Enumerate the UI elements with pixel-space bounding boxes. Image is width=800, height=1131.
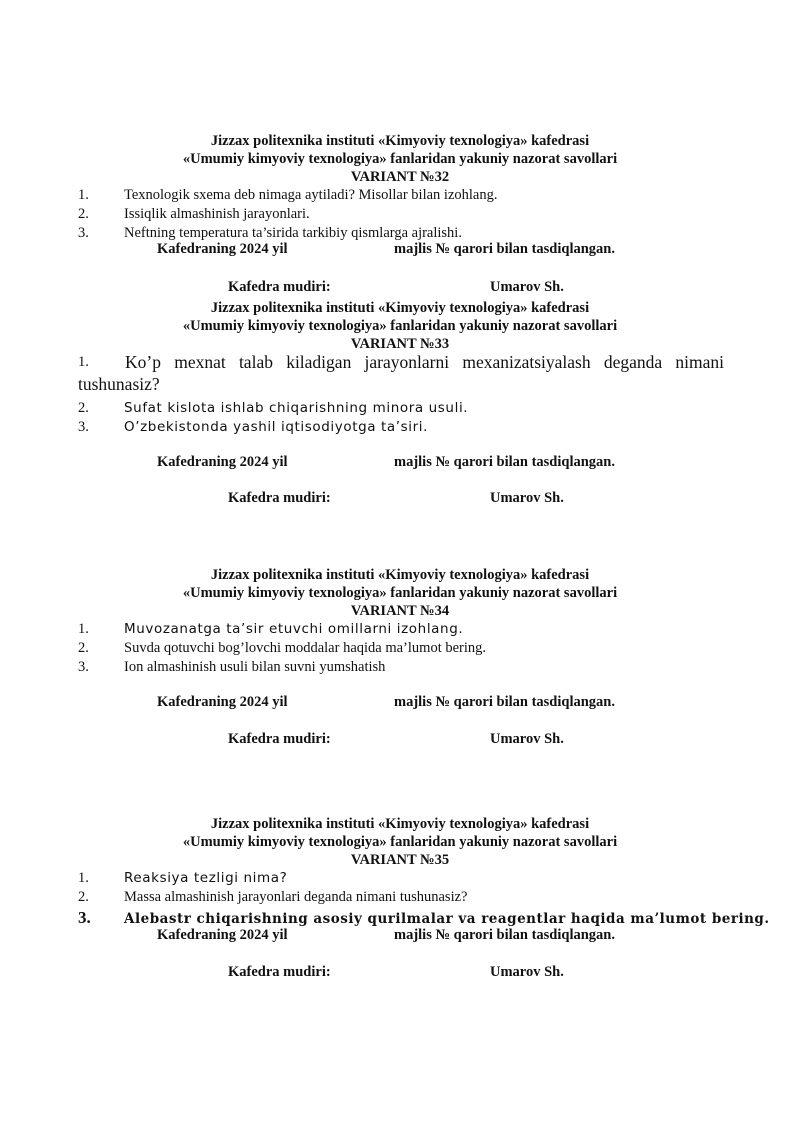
variant-block-34 [0,566,800,751]
subject-line: «Umumiy kimyoviy texnologiya» fanlaridan yakuniy nazorat savollari [182,151,618,167]
head-label: Kafedra mudiri: [228,731,331,747]
question-text: Ion almashinish usuli bilan suvni yumshatish [124,659,386,675]
question-item [0,620,800,639]
approval-left: Kafedraning 2024 yil [157,241,288,257]
question-item [0,399,800,418]
variant-title: VARIANT №34 [350,603,450,619]
approval-line [0,454,800,474]
approval-right: majlis № qarori bilan tasdiqlangan. [394,241,615,257]
signature-line [0,279,800,299]
variant-block-35 [0,815,800,984]
head-label: Kafedra mudiri: [228,490,331,506]
question-text: Massa almashinish jarayonlari deganda nimani tushunasiz? [124,889,468,905]
question-text: Alebastr chiqarishning asosiy qurilmalar va reagentlar haqida ma’lumot bering. [124,911,770,927]
approval-line [0,241,800,261]
question-item [0,888,800,907]
subject-line: «Umumiy kimyoviy texnologiya» fanlaridan yakuniy nazorat savollari [182,318,618,334]
head-name: Umarov Sh. [490,964,564,980]
question-number: 1. [78,870,89,886]
institute-line: Jizzax politexnika instituti «Kimyoviy texnologiya» kafedrasi [210,567,590,583]
question-item [0,205,800,224]
question-number: 2. [78,206,89,222]
question-item [0,186,800,205]
question-number: 3. [78,419,89,435]
institute-line: Jizzax politexnika instituti «Kimyoviy texnologiya» kafedrasi [210,133,590,149]
approval-left: Kafedraning 2024 yil [157,927,288,943]
approval-left: Kafedraning 2024 yil [157,454,288,470]
question-text: Reaksiya tezligi nima? [124,870,288,886]
question-text: Suvda qotuvchi bog’lovchi moddalar haqida ma’lumot bering. [124,640,487,656]
variant-title: VARIANT №32 [350,169,450,185]
question-item [0,639,800,658]
approval-line [0,927,800,947]
signature-line [0,964,800,984]
subject-line: «Umumiy kimyoviy texnologiya» fanlaridan yakuniy nazorat savollari [182,834,618,850]
variant-block-32 [0,132,800,299]
question-text: Sufat kislota ishlab chiqarishning minora usuli. [124,400,469,416]
question-text: Ko’p mexnat talab kiladigan jarayonlarni mexanizatsiyalash deganda nimani tushunasiz? [78,352,724,394]
question-number: 3. [78,908,91,927]
question-number: 1. [78,187,89,203]
question-number: 2. [78,889,89,905]
approval-right: majlis № qarori bilan tasdiqlangan. [394,694,615,710]
question-text: Neftning temperatura ta’sirida tarkibiy qismlarga ajralishi. [124,225,462,241]
question-text: Muvozanatga ta’sir etuvchi omillarni izohlang. [124,621,464,637]
institute-line: Jizzax politexnika instituti «Kimyoviy texnologiya» kafedrasi [210,816,590,832]
approval-right: majlis № qarori bilan tasdiqlangan. [394,454,615,470]
approval-left: Kafedraning 2024 yil [157,694,288,710]
head-label: Kafedra mudiri: [228,964,331,980]
question-item [0,353,800,399]
question-number: 3. [78,659,89,675]
approval-line [0,694,800,714]
question-item [0,658,800,677]
head-name: Umarov Sh. [490,490,564,506]
question-number: 2. [78,640,89,656]
signature-line [0,731,800,751]
variant-title: VARIANT №33 [350,336,450,352]
head-name: Umarov Sh. [490,731,564,747]
approval-right: majlis № qarori bilan tasdiqlangan. [394,927,615,943]
question-item [0,869,800,888]
subject-line: «Umumiy kimyoviy texnologiya» fanlaridan yakuniy nazorat savollari [182,585,618,601]
head-name: Umarov Sh. [490,279,564,295]
question-text: Issiqlik almashinish jarayonlari. [124,206,310,222]
head-label: Kafedra mudiri: [228,279,331,295]
question-number: 3. [78,225,89,241]
institute-line: Jizzax politexnika instituti «Kimyoviy texnologiya» kafedrasi [210,300,590,316]
question-number: 1. [78,354,89,370]
question-text: Texnologik sxema deb nimaga aytiladi? Misollar bilan izohlang. [124,187,498,203]
question-number: 2. [78,400,89,416]
signature-line [0,490,800,510]
question-number: 1. [78,621,89,637]
question-item [0,418,800,437]
variant-block-33 [0,299,800,510]
variant-title: VARIANT №35 [350,852,450,868]
question-text: O’zbekistonda yashil iqtisodiyotga ta’siri. [124,419,429,435]
